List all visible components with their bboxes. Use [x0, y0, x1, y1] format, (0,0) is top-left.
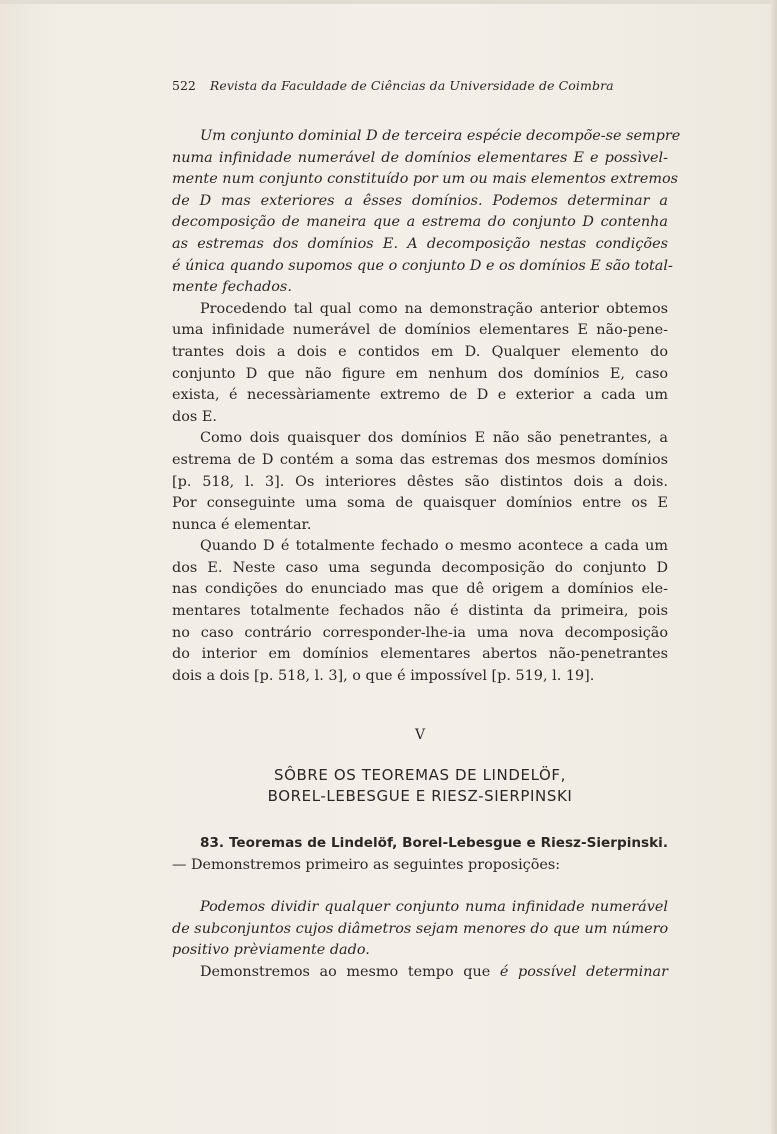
text-line: — Demonstremos primeiro as seguintes proposições:	[172, 856, 561, 873]
text-line: de subconjuntos cujos diâmetros sejam menores do que um número	[172, 920, 669, 937]
text-line: dos E. Neste caso uma segunda decomposição do conjunto D	[172, 559, 668, 576]
text-line: Como dois quaisquer dos domínios E não são penetrantes, a	[200, 430, 668, 447]
text-line: exista, é necessàriamente extremo de D e exterior a cada um	[172, 387, 668, 404]
article-heading: 83. Teoremas de Lindelöf, Borel-Lebesgue e Riesz-Sierpinski.	[200, 835, 668, 851]
text-line: Quando D é totalmente fechado o mesmo acontece a cada um	[200, 538, 668, 555]
text-line: Podemos dividir qualquer conjunto numa infinidade numerável	[200, 899, 668, 916]
text-line: nunca é elementar.	[172, 516, 312, 533]
text-line: trantes dois a dois e contidos em D. Qualquer elemento do	[172, 343, 668, 360]
text-line: mente fechados.	[172, 279, 292, 296]
text-line: nas condições do enunciado mas que dê origem a domínios ele-	[172, 581, 668, 598]
paragraph-proposition	[172, 897, 668, 962]
text-line: conjunto D que não figure em nenhum dos domínios E, caso	[172, 365, 668, 382]
text-line: é única quando supomos que o conjunto D e os domínios E são total-	[172, 257, 673, 274]
running-header	[172, 78, 672, 93]
text-line	[172, 962, 668, 984]
paragraph-theorem	[172, 126, 681, 299]
paragraph-gap	[172, 876, 668, 897]
text-line: mente num conjunto constituído por um ou mais elementos extremos	[172, 171, 679, 188]
journal-title: Revista da Faculdade de Ciências da Universidade de Coimbra	[209, 78, 614, 93]
section-title-line: SÔBRE OS TEOREMAS DE LINDELÖF,	[273, 766, 567, 784]
body-text-upper	[172, 126, 681, 687]
text-line: decomposição de maneira que a estrema do conjunto D contenha	[172, 214, 668, 231]
section-title-line: BOREL-LEBESGUE E RIESZ-SIERPINSKI	[267, 787, 573, 805]
text-line: mentares totalmente fechados não é distinta da primeira, pois	[172, 603, 668, 620]
text-line: as estremas dos domínios E. A decomposição nestas condições	[172, 235, 668, 252]
text-line: Procedendo tal qual como na demonstração anterior obtemos	[200, 300, 668, 317]
page-top-edge	[0, 0, 777, 4]
body-text-lower	[172, 833, 668, 984]
italic-run: é possível determinar	[499, 963, 669, 980]
page-right-edge	[771, 0, 777, 1134]
text-line: no caso contrário corresponder-lhe-ia uma nova decomposição	[172, 624, 668, 641]
text-line: dois a dois [p. 518, l. 3], o que é impossível [p. 519, l. 19].	[172, 667, 595, 684]
text-line: uma infinidade numerável de domínios elementares E não-pene-	[172, 322, 668, 339]
page-number: 522	[172, 78, 196, 93]
text-run: Demonstremos ao mesmo tempo que	[200, 963, 491, 980]
section-numeral: V	[414, 727, 426, 743]
text-line: Um conjunto dominial D de terceira espécie decompõe-se sempre	[200, 128, 681, 144]
text-line: [p. 518, l. 3]. Os interiores dêstes são distintos dois a dois.	[172, 473, 668, 490]
text-line: numa infinidade numerável de domínios elementares E e possìvel-	[172, 149, 668, 166]
text-line: do interior em domínios elementares abertos não-penetrantes	[172, 646, 668, 663]
text-line: de D mas exteriores a êsses domínios. Podemos determinar a	[172, 192, 668, 209]
text-line: positivo prèviamente dado.	[172, 942, 370, 959]
text-line: estrema de D contém a soma das estremas dos mesmos domínios	[172, 451, 668, 468]
paragraph-proof-1	[172, 299, 668, 429]
text-line: Por conseguinte uma soma de quaisquer domínios entre os E	[172, 495, 668, 512]
text-line: dos E.	[172, 408, 217, 425]
paragraph-83	[172, 833, 668, 876]
section-title	[172, 765, 668, 807]
paragraph-continuation	[172, 962, 668, 984]
paragraph-proof-2	[172, 428, 668, 536]
paragraph-proof-3	[172, 536, 668, 687]
